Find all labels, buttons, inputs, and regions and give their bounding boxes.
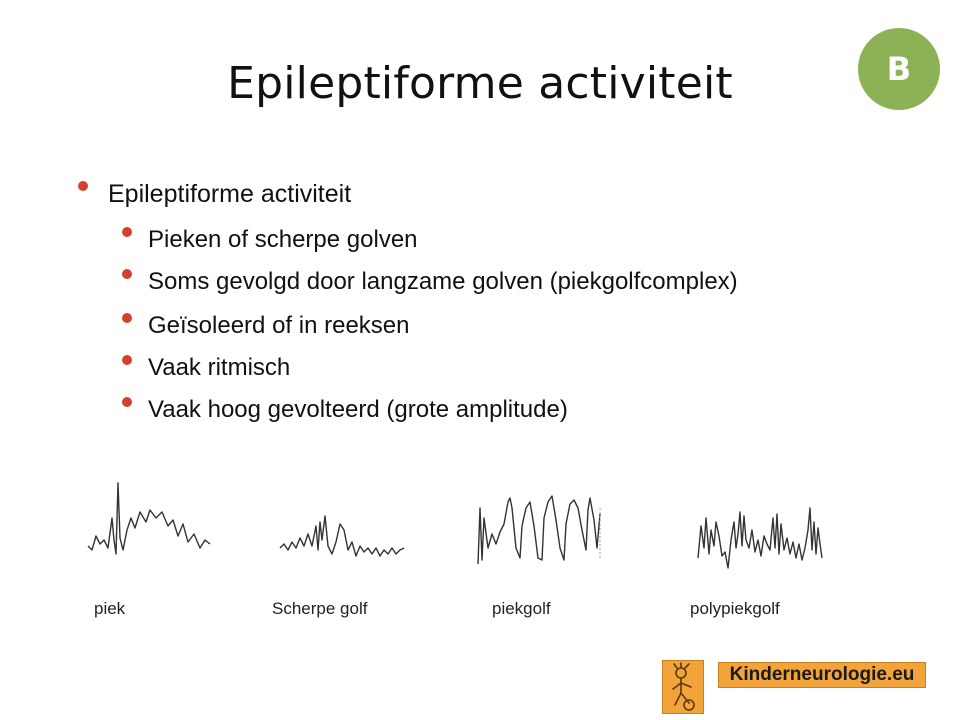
bullet-dot-icon [122,269,132,279]
waveform-piekgolf [478,496,600,564]
bullet-dot-icon [122,355,132,365]
eeg-waveforms [0,478,960,588]
bullet-sub-text: Vaak hoog gevolteerd (grote amplitude) [148,396,568,423]
waveform-piek [88,483,210,554]
bullet-dot-icon [78,181,88,191]
waveform-scherpe-golf [280,516,404,556]
waveform-label: Scherpe golf [272,599,368,618]
bullet-sub-text: Vaak ritmisch [148,354,291,381]
bullet-dot-icon [122,313,132,323]
slide-title: Epileptiforme activiteit [227,58,733,109]
bullet-sub-text: Pieken of scherpe golven [148,226,418,253]
waveform-label: piekgolf [492,599,551,618]
site-logo-text: Kinderneurologie.eu [718,662,926,688]
bullet-dot-icon [122,227,132,237]
slide-badge: B [858,28,940,110]
bullet-sub-text: Geïsoleerd of in reeksen [148,312,410,339]
bullet-sub-item [148,396,568,424]
bullet-sub-text: Soms gevolgd door langzame golven (piekgolfcomplex) [148,268,738,295]
bullet-sub-item [148,312,409,340]
bullet-main [108,180,351,209]
waveform-polypiekgolf [698,508,822,568]
waveform-label: piek [94,599,126,618]
bullet-main-text: Epileptiforme activiteit [108,180,352,208]
waveform-label: polypiekgolf [690,599,780,618]
bullet-sub-item [148,268,738,296]
bullet-sub-item [148,226,418,254]
child-figure-icon [662,660,704,714]
bullet-sub-item [148,354,290,382]
bullet-dot-icon [122,397,132,407]
